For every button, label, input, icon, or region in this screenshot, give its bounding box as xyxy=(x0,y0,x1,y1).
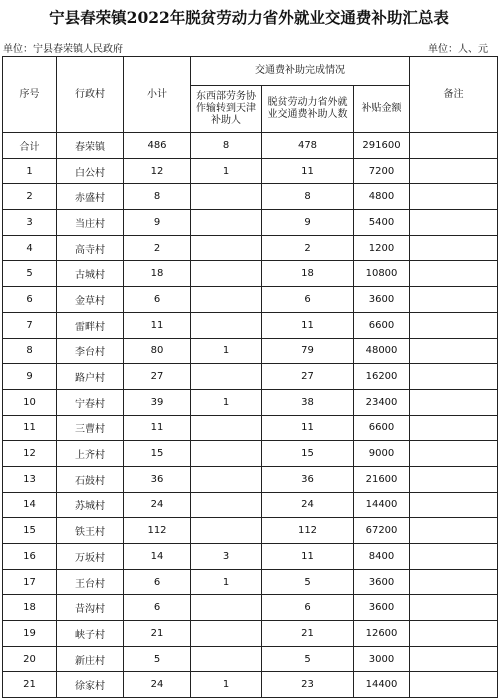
cell-amount: 3600 xyxy=(354,569,410,595)
cell-amount: 8400 xyxy=(354,544,410,570)
cell-subsidized: 9 xyxy=(262,210,354,236)
subsidy-summary-table xyxy=(2,56,498,698)
cell-subtotal: 11 xyxy=(124,312,191,338)
table-row xyxy=(3,415,498,441)
cell-village: 白公村 xyxy=(57,158,124,184)
cell-index: 19 xyxy=(3,621,57,647)
cell-amount: 3600 xyxy=(354,287,410,313)
cell-remarks xyxy=(410,158,498,184)
cell-subtotal: 18 xyxy=(124,261,191,287)
cell-subsidized: 5 xyxy=(262,646,354,672)
cell-subtotal: 486 xyxy=(124,133,191,159)
cell-remarks xyxy=(410,210,498,236)
cell-tianjin xyxy=(191,466,262,492)
cell-tianjin xyxy=(191,518,262,544)
cell-subtotal: 112 xyxy=(124,518,191,544)
cell-subtotal: 8 xyxy=(124,184,191,210)
cell-tianjin xyxy=(191,364,262,390)
cell-index: 12 xyxy=(3,441,57,467)
table-row xyxy=(3,441,498,467)
cell-tianjin xyxy=(191,492,262,518)
cell-village: 苏城村 xyxy=(57,492,124,518)
cell-village: 峡子村 xyxy=(57,621,124,647)
cell-amount: 48000 xyxy=(354,338,410,364)
cell-index: 6 xyxy=(3,287,57,313)
cell-village: 金草村 xyxy=(57,287,124,313)
cell-village: 当庄村 xyxy=(57,210,124,236)
table-row xyxy=(3,364,498,390)
cell-amount: 16200 xyxy=(354,364,410,390)
cell-index: 5 xyxy=(3,261,57,287)
table-row xyxy=(3,235,498,261)
cell-tianjin xyxy=(191,646,262,672)
cell-index: 2 xyxy=(3,184,57,210)
cell-subtotal: 14 xyxy=(124,544,191,570)
cell-amount: 10800 xyxy=(354,261,410,287)
table-body xyxy=(3,133,498,698)
cell-village: 万坂村 xyxy=(57,544,124,570)
cell-index: 7 xyxy=(3,312,57,338)
cell-village: 三曹村 xyxy=(57,415,124,441)
cell-subtotal: 36 xyxy=(124,466,191,492)
cell-village: 昔沟村 xyxy=(57,595,124,621)
cell-subsidized: 23 xyxy=(262,672,354,698)
cell-subtotal: 39 xyxy=(124,389,191,415)
table-row xyxy=(3,184,498,210)
header-index: 序号 xyxy=(3,57,57,133)
cell-tianjin xyxy=(191,210,262,236)
cell-subsidized: 6 xyxy=(262,595,354,621)
cell-index: 11 xyxy=(3,415,57,441)
cell-amount: 6600 xyxy=(354,415,410,441)
cell-amount: 4800 xyxy=(354,184,410,210)
cell-amount: 14400 xyxy=(354,672,410,698)
cell-tianjin xyxy=(191,235,262,261)
cell-tianjin: 8 xyxy=(191,133,262,159)
cell-village: 上齐村 xyxy=(57,441,124,467)
table-row xyxy=(3,518,498,544)
cell-tianjin: 3 xyxy=(191,544,262,570)
cell-remarks xyxy=(410,338,498,364)
cell-subsidized: 6 xyxy=(262,287,354,313)
cell-tianjin: 1 xyxy=(191,569,262,595)
cell-remarks xyxy=(410,389,498,415)
cell-index: 21 xyxy=(3,672,57,698)
cell-subsidized: 11 xyxy=(262,544,354,570)
cell-subsidized: 36 xyxy=(262,466,354,492)
cell-remarks xyxy=(410,261,498,287)
header-completion-group: 交通费补助完成情况 xyxy=(191,57,410,86)
cell-remarks xyxy=(410,544,498,570)
cell-subtotal: 12 xyxy=(124,158,191,184)
cell-index: 8 xyxy=(3,338,57,364)
cell-tianjin: 1 xyxy=(191,672,262,698)
cell-subtotal: 15 xyxy=(124,441,191,467)
cell-remarks xyxy=(410,364,498,390)
cell-remarks xyxy=(410,235,498,261)
table-row xyxy=(3,210,498,236)
page-title: 宁县春荣镇2022年脱贫劳动力省外就业交通费补助汇总表 xyxy=(49,8,449,27)
cell-index: 4 xyxy=(3,235,57,261)
cell-village: 高寺村 xyxy=(57,235,124,261)
cell-index: 17 xyxy=(3,569,57,595)
cell-village: 李台村 xyxy=(57,338,124,364)
cell-amount: 5400 xyxy=(354,210,410,236)
cell-subtotal: 5 xyxy=(124,646,191,672)
cell-index: 18 xyxy=(3,595,57,621)
cell-amount: 7200 xyxy=(354,158,410,184)
cell-village: 路户村 xyxy=(57,364,124,390)
cell-subtotal: 11 xyxy=(124,415,191,441)
header-amount: 补贴金额 xyxy=(354,86,410,133)
cell-tianjin xyxy=(191,287,262,313)
table-row xyxy=(3,261,498,287)
cell-amount: 3000 xyxy=(354,646,410,672)
unit-measure: 单位：人、元 xyxy=(428,44,488,55)
cell-subtotal: 80 xyxy=(124,338,191,364)
cell-village: 雷畔村 xyxy=(57,312,124,338)
cell-index: 15 xyxy=(3,518,57,544)
cell-amount: 291600 xyxy=(354,133,410,159)
cell-village: 铁王村 xyxy=(57,518,124,544)
header-tianjin: 东西部劳务协作输转到天津补助人 xyxy=(191,86,262,133)
cell-remarks xyxy=(410,518,498,544)
table-row xyxy=(3,621,498,647)
cell-subtotal: 6 xyxy=(124,595,191,621)
cell-village: 古城村 xyxy=(57,261,124,287)
table-row xyxy=(3,646,498,672)
cell-subtotal: 2 xyxy=(124,235,191,261)
cell-amount: 14400 xyxy=(354,492,410,518)
cell-amount: 9000 xyxy=(354,441,410,467)
cell-subsidized: 18 xyxy=(262,261,354,287)
cell-remarks xyxy=(410,621,498,647)
cell-remarks xyxy=(410,492,498,518)
cell-remarks xyxy=(410,441,498,467)
cell-remarks xyxy=(410,287,498,313)
table-row xyxy=(3,466,498,492)
cell-tianjin xyxy=(191,441,262,467)
cell-subtotal: 9 xyxy=(124,210,191,236)
cell-subtotal: 24 xyxy=(124,492,191,518)
cell-subsidized: 2 xyxy=(262,235,354,261)
cell-subsidized: 112 xyxy=(262,518,354,544)
table-row xyxy=(3,389,498,415)
cell-remarks xyxy=(410,466,498,492)
cell-tianjin xyxy=(191,415,262,441)
cell-subtotal: 6 xyxy=(124,287,191,313)
cell-index: 16 xyxy=(3,544,57,570)
header-village: 行政村 xyxy=(57,57,124,133)
cell-tianjin xyxy=(191,261,262,287)
cell-village: 宁春村 xyxy=(57,389,124,415)
cell-index: 20 xyxy=(3,646,57,672)
cell-index: 13 xyxy=(3,466,57,492)
cell-subsidized: 11 xyxy=(262,415,354,441)
cell-subsidized: 38 xyxy=(262,389,354,415)
table-row xyxy=(3,158,498,184)
cell-village: 徐家村 xyxy=(57,672,124,698)
cell-subsidized: 79 xyxy=(262,338,354,364)
cell-index: 合计 xyxy=(3,133,57,159)
cell-index: 14 xyxy=(3,492,57,518)
table-row xyxy=(3,338,498,364)
cell-subsidized: 27 xyxy=(262,364,354,390)
cell-remarks xyxy=(410,312,498,338)
cell-village: 赤盛村 xyxy=(57,184,124,210)
cell-village: 王台村 xyxy=(57,569,124,595)
cell-subsidized: 15 xyxy=(262,441,354,467)
cell-tianjin: 1 xyxy=(191,338,262,364)
total-row xyxy=(3,133,498,159)
cell-tianjin: 1 xyxy=(191,158,262,184)
cell-tianjin: 1 xyxy=(191,389,262,415)
unit-organization: 单位：宁县春荣镇人民政府 xyxy=(3,44,123,55)
cell-subsidized: 24 xyxy=(262,492,354,518)
header-remarks: 备注 xyxy=(410,57,498,133)
cell-amount: 6600 xyxy=(354,312,410,338)
table-row xyxy=(3,312,498,338)
cell-remarks xyxy=(410,415,498,441)
cell-village: 春荣镇 xyxy=(57,133,124,159)
table-row xyxy=(3,544,498,570)
cell-subsidized: 11 xyxy=(262,312,354,338)
header-subtotal: 小计 xyxy=(124,57,191,133)
cell-subtotal: 24 xyxy=(124,672,191,698)
cell-subsidized: 5 xyxy=(262,569,354,595)
cell-remarks xyxy=(410,569,498,595)
cell-subsidized: 11 xyxy=(262,158,354,184)
cell-remarks xyxy=(410,133,498,159)
cell-tianjin xyxy=(191,184,262,210)
cell-index: 9 xyxy=(3,364,57,390)
table-row xyxy=(3,595,498,621)
cell-tianjin xyxy=(191,312,262,338)
header-subsidized-count: 脱贫劳动力省外就业交通费补助人数 xyxy=(262,86,354,133)
cell-index: 3 xyxy=(3,210,57,236)
cell-remarks xyxy=(410,646,498,672)
cell-subsidized: 8 xyxy=(262,184,354,210)
cell-amount: 21600 xyxy=(354,466,410,492)
cell-subtotal: 27 xyxy=(124,364,191,390)
cell-subtotal: 21 xyxy=(124,621,191,647)
cell-amount: 3600 xyxy=(354,595,410,621)
cell-remarks xyxy=(410,184,498,210)
cell-amount: 1200 xyxy=(354,235,410,261)
cell-village: 新庄村 xyxy=(57,646,124,672)
cell-index: 1 xyxy=(3,158,57,184)
cell-subsidized: 478 xyxy=(262,133,354,159)
cell-subsidized: 21 xyxy=(262,621,354,647)
cell-tianjin xyxy=(191,595,262,621)
cell-village: 石鼓村 xyxy=(57,466,124,492)
cell-amount: 12600 xyxy=(354,621,410,647)
table-row xyxy=(3,287,498,313)
cell-tianjin xyxy=(191,621,262,647)
cell-remarks xyxy=(410,595,498,621)
cell-index: 10 xyxy=(3,389,57,415)
cell-amount: 23400 xyxy=(354,389,410,415)
cell-amount: 67200 xyxy=(354,518,410,544)
table-row xyxy=(3,569,498,595)
cell-subtotal: 6 xyxy=(124,569,191,595)
table-row xyxy=(3,492,498,518)
